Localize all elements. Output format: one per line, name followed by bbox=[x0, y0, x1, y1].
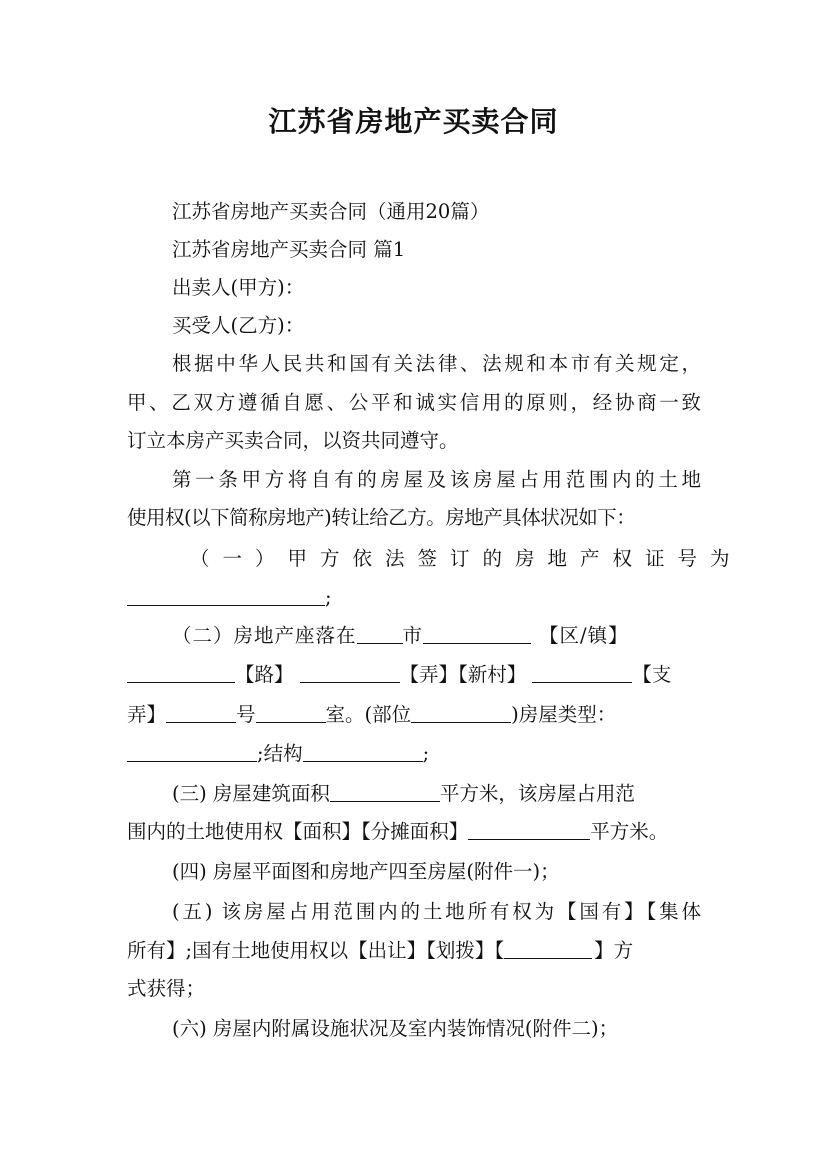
clause-text: 【区/镇】 bbox=[539, 624, 629, 647]
blank-field bbox=[166, 702, 236, 723]
seller-line: 出卖人(甲方)： bbox=[172, 276, 305, 299]
clause-1-line: （一）甲方依法签订的房地产权证号为 bbox=[190, 547, 743, 570]
clause-text: 市 bbox=[402, 624, 424, 647]
chapter-heading: 江苏省房地产买卖合同 篇1 bbox=[172, 238, 406, 261]
blank-field bbox=[256, 702, 326, 723]
blank-field bbox=[127, 662, 235, 683]
document-title: 江苏省房地产买卖合同 bbox=[268, 105, 559, 138]
buyer-line: 买受人(乙方)： bbox=[172, 314, 305, 337]
clause-2-line bbox=[127, 656, 701, 694]
clause-text: 号 bbox=[236, 703, 256, 726]
clause-text: ;结构 bbox=[257, 742, 303, 765]
clause-text: 【路】 bbox=[235, 663, 294, 686]
blank-field bbox=[532, 662, 632, 683]
clause-text: ; bbox=[422, 742, 430, 765]
clause-text: 平方米。 bbox=[590, 820, 669, 843]
clause-text: （二）房地产座落在 bbox=[172, 624, 357, 647]
clause-5-line: (五) 该房屋占用范围内的土地所有权为【国有】【集体 bbox=[172, 900, 701, 923]
paragraph-line: 根据中华人民共和国有关法律、法规和本市有关规定， bbox=[172, 352, 701, 375]
blank-field bbox=[330, 781, 440, 802]
clause-text: 【弄】【新村】 bbox=[399, 663, 527, 686]
clause-6-line: (六) 房屋内附属设施状况及室内装饰情况(附件二)； bbox=[172, 1017, 619, 1040]
blank-field bbox=[127, 741, 257, 762]
clause-1-blank-line bbox=[127, 579, 701, 617]
blank-field bbox=[504, 938, 592, 959]
clause-text: 【支 bbox=[632, 663, 672, 686]
clause-3-line bbox=[172, 775, 701, 813]
blank-field bbox=[468, 819, 590, 840]
clause-5-line: 式获得； bbox=[127, 977, 206, 1000]
blank-field bbox=[423, 623, 531, 644]
blank-field bbox=[300, 662, 400, 683]
article-line: 使用权(以下简称房地产)转让给乙方。房地产具体状况如下： bbox=[127, 506, 636, 529]
blank-field bbox=[411, 702, 511, 723]
clause-5-line bbox=[127, 932, 701, 970]
clause-text: 平方米，该房屋占用范 bbox=[439, 782, 635, 805]
paragraph-line: 订立本房产买卖合同，以资共同遵守。 bbox=[127, 429, 459, 452]
clause-text: )房屋类型： bbox=[511, 703, 617, 726]
clause-text: 所有】;国有土地使用权以【出让】【划拨】【 bbox=[127, 939, 505, 962]
clause-text: (三) 房屋建筑面积 bbox=[172, 782, 330, 805]
clause-text: 弄】 bbox=[127, 703, 167, 726]
clause-4-line: (四) 房屋平面图和房地产四至房屋(附件一)； bbox=[172, 860, 560, 883]
blank-field bbox=[303, 741, 423, 762]
blank-field bbox=[127, 585, 325, 606]
clause-3-line bbox=[127, 813, 701, 851]
clause-2-line bbox=[127, 696, 701, 734]
clause-text: 】方 bbox=[594, 939, 634, 962]
paragraph-line: 甲、乙双方遵循自愿、公平和诚实信用的原则，经协商一致 bbox=[127, 391, 701, 414]
subtitle-line: 江苏省房地产买卖合同（通用20篇） bbox=[172, 200, 490, 223]
clause-2-line bbox=[172, 617, 701, 655]
clause-text: ; bbox=[325, 586, 332, 609]
clause-text: 围内的土地使用权【面积】【分摊面积】 bbox=[127, 820, 469, 843]
blank-field bbox=[357, 623, 403, 644]
clause-text: 室。(部位 bbox=[325, 703, 412, 726]
clause-2-line bbox=[127, 735, 701, 773]
article-line: 第一条甲方将自有的房屋及该房屋占用范围内的土地 bbox=[172, 468, 701, 491]
